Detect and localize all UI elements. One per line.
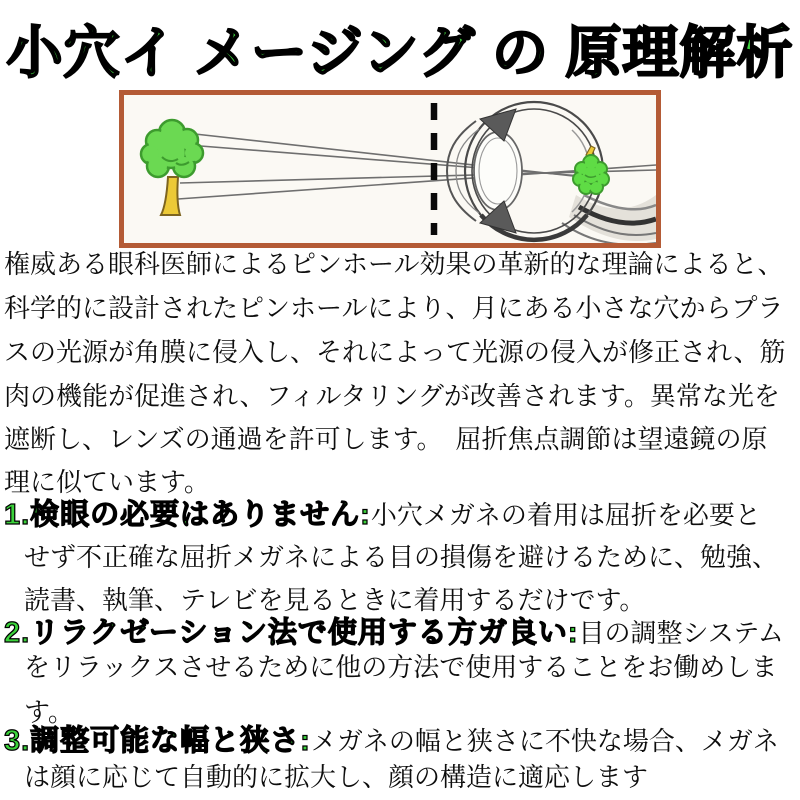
list-item-3-line: は顔に応じて自動的に拡大し、顔の構造に適応します [24,763,649,792]
list-item-1-heading-line [4,498,761,533]
list-item-3-lead: メガネの幅と狭さに不快な場合、メガネ [310,727,779,756]
list-item-1-heading: 1.検眼の必要はありません: [4,499,371,531]
list-item-3-heading: 3.調整可能な幅と狭さ: [4,725,311,757]
list-item-2-heading: 2.リラクゼーション法で使用する方ガ良い: [4,617,579,649]
paragraph-line: 理に似ています。 [4,468,210,497]
paragraph-line: スの光源が角膜に侵入し、それによって光源の侵入が修正され、筋 [4,338,786,367]
list-item-2-heading-line [4,616,784,651]
list-item-2-line: す。 [24,698,74,727]
list-item-3-heading-line [4,724,779,759]
paragraph-line: 科学的に設計されたピンホールにより、月にある小さな穴からプラ [4,294,784,323]
paragraph-line: 肉の機能が促進され、フィルタリングが改善されます。異常な光を [4,382,780,411]
page-title: 小穴イ メージング の 原理解析 [6,21,794,84]
paragraph-line: 遮断し、レンズの通過を許可します。 屈折焦点調節は望遠鏡の原 [4,425,768,454]
list-item-1-lead: 小穴メガネの着用は屈折を必要と [370,501,761,530]
list-item-1-line: 読書、執筆、テレビを見るときに着用するだけです。 [24,586,646,615]
list-item-1-line: せず不正確な屈折メガネによる目の損傷を避けるために、勉強、 [24,543,779,572]
list-item-2-lead: 目の調整システム [578,619,784,648]
paragraph-line: 権威ある眼科医師によるピンホール効果の革新的な理論によると、 [4,250,784,279]
list-item-2-line: をリラックスさせるために他の方法で使用することをお働めしま [24,653,778,682]
